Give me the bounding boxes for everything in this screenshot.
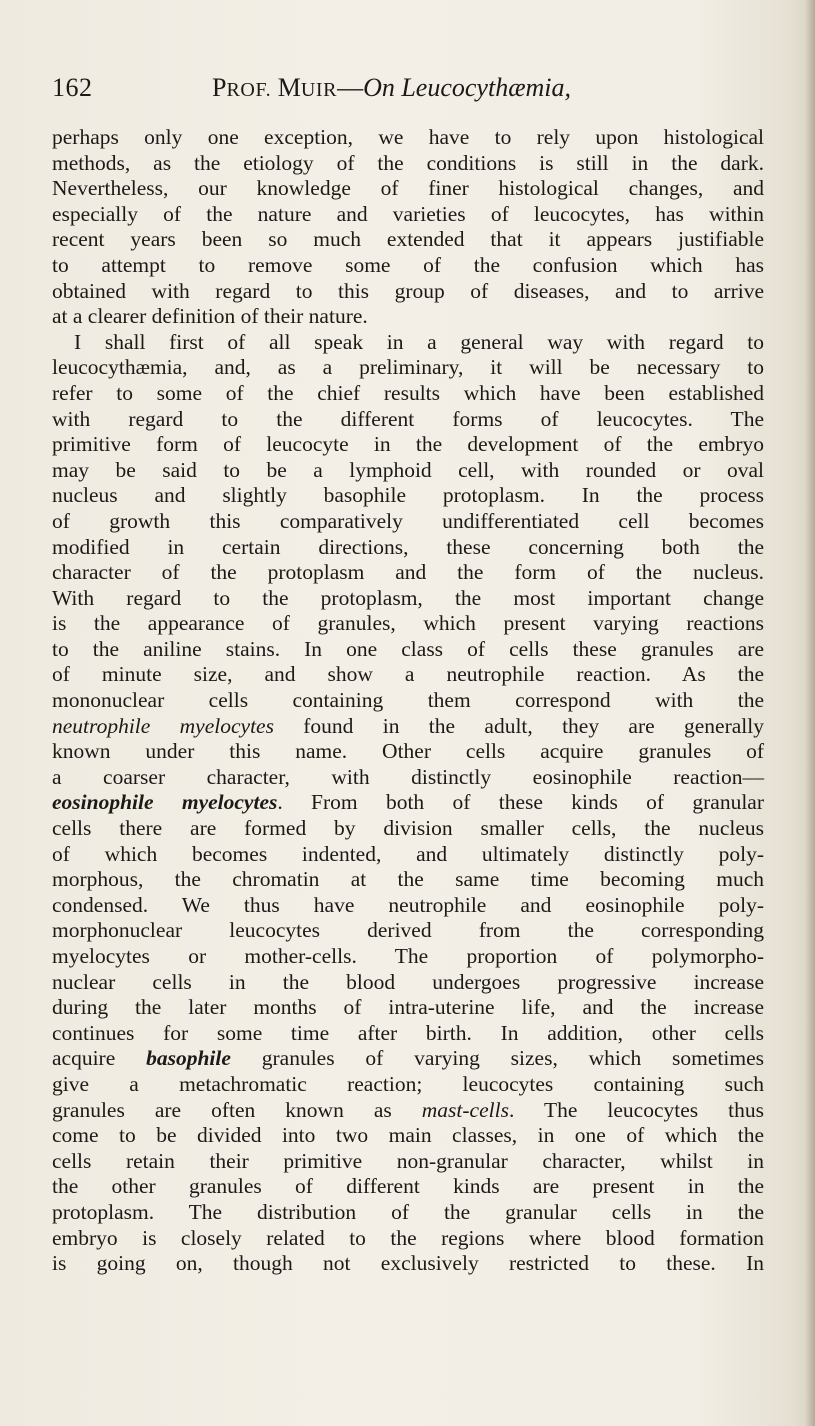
title-on: On (363, 73, 395, 102)
line-text: known under this name. Other cells acquire granules of (52, 739, 764, 764)
author-rest: UIR (300, 79, 338, 101)
emphasis-text: eosinophile myelocytes (52, 790, 278, 815)
author-initial: M (277, 73, 301, 102)
line-text: nucleus and slightly basophile protoplasm. In the process (52, 483, 764, 508)
text-line (52, 458, 764, 484)
author-prefix-initial: P (212, 73, 227, 102)
text-line (52, 227, 764, 253)
text-line (52, 918, 764, 944)
line-text: cells there are formed by division smaller cells, the nucleus (52, 816, 764, 841)
text-line (52, 1046, 764, 1072)
text-line (52, 304, 764, 330)
line-text: . From both of these kinds of granular (277, 790, 764, 815)
line-text: leucocythæmia, and, as a preliminary, it will be necessary to (52, 355, 764, 380)
line-text: . The leucocytes thus (508, 1097, 764, 1122)
text-line (52, 509, 764, 535)
line-text: to the aniline stains. In one class of cells these granules are (52, 636, 764, 661)
line-text: nuclear cells in the blood undergoes progressive increase (52, 969, 764, 994)
text-line (52, 535, 764, 561)
line-text: the other granules of different kinds are present in the (52, 1174, 764, 1199)
text-line (52, 560, 764, 586)
line-text: Nevertheless, our knowledge of finer histological changes, and (52, 176, 764, 201)
line-text: come to be divided into two main classes, in one of which the (52, 1123, 764, 1148)
line-text: character of the protoplasm and the form of the nucleus. (52, 560, 764, 585)
text-line (52, 1098, 764, 1124)
text-line (52, 1226, 764, 1252)
line-text: morphonuclear leucocytes derived from the corresponding (52, 918, 764, 943)
text-line (52, 842, 764, 868)
line-text: recent years been so much extended that it appears justifiable (52, 227, 764, 252)
text-line (52, 381, 764, 407)
line-text: embryo is closely related to the regions where blood formation (52, 1225, 764, 1250)
line-text: acquire (52, 1046, 147, 1071)
line-text: especially of the nature and varieties of leucocytes, has within (52, 201, 764, 226)
line-text: modified in certain directions, these concerning both the (52, 534, 764, 559)
line-text: with regard to the different forms of leucocytes. The (52, 406, 764, 431)
title-dash: — (337, 73, 364, 102)
text-line (52, 816, 764, 842)
text-line (52, 637, 764, 663)
text-line (52, 739, 764, 765)
text-line (52, 432, 764, 458)
text-line (52, 151, 764, 177)
line-text: of growth this comparatively undifferentiated cell becomes (52, 508, 764, 533)
emphasis-text: basophile (146, 1046, 231, 1071)
author-prefix-rest: ROF. (226, 79, 272, 101)
line-text: condensed. We thus have neutrophile and eosinophile poly- (52, 892, 764, 917)
text-line (52, 279, 764, 305)
text-line (52, 176, 764, 202)
text-line (52, 125, 764, 151)
text-line (52, 995, 764, 1021)
line-text: cells retain their primitive non-granular character, whilst in (52, 1148, 764, 1173)
line-text: methods, as the etiology of the conditions is still in the dark. (52, 150, 764, 175)
emphasis-text: neutrophile myelocytes (52, 713, 274, 738)
text-line (52, 483, 764, 509)
text-line (52, 662, 764, 688)
line-text: granules of varying sizes, which sometimes (230, 1046, 764, 1071)
line-text: perhaps only one exception, we have to rely upon histological (52, 125, 764, 149)
line-text: give a metachromatic reaction; leucocytes containing such (52, 1071, 764, 1096)
line-text: primitive form of leucocyte in the development of the embryo (52, 432, 764, 457)
line-text: continues for some time after birth. In addition, other cells (52, 1020, 764, 1045)
line-text: I shall first of all speak in a general way with regard to (74, 329, 764, 354)
text-line (52, 1123, 764, 1149)
line-text: found in the adult, they are generally (273, 713, 764, 738)
line-text: is going on, though not exclusively restricted to these. In (52, 1251, 764, 1276)
emphasis-text: mast-cells (421, 1097, 509, 1122)
text-line (52, 202, 764, 228)
text-line (52, 1021, 764, 1047)
text-line (52, 330, 764, 356)
line-text: obtained with regard to this group of diseases, and to arrive (52, 278, 764, 303)
text-line (52, 790, 764, 816)
text-line (52, 970, 764, 996)
page-edge-shadow (805, 0, 815, 1426)
line-text: myelocytes or mother-cells. The proportion of polymorpho- (52, 944, 764, 968)
line-text: is the appearance of granules, which present varying reactions (52, 611, 764, 636)
line-text: refer to some of the chief results which have been established (52, 380, 764, 405)
text-line (52, 1174, 764, 1200)
line-text: With regard to the protoplasm, the most important change (52, 585, 764, 610)
text-line (52, 1072, 764, 1098)
text-line (52, 1200, 764, 1226)
text-line (52, 586, 764, 612)
line-text: granules are often known as (52, 1097, 422, 1122)
line-text: morphous, the chromatin at the same time becoming much (52, 867, 764, 892)
line-text: during the later months of intra-uterine life, and the increase (52, 995, 764, 1020)
text-line (52, 765, 764, 791)
running-title (212, 73, 571, 103)
page-number: 162 (52, 73, 93, 102)
text-line (52, 1251, 764, 1277)
text-line (52, 355, 764, 381)
line-text: of which becomes indented, and ultimately distinctly poly- (52, 841, 764, 866)
text-line (52, 893, 764, 919)
text-line (52, 1149, 764, 1175)
line-text: at a clearer definition of their nature. (52, 304, 368, 329)
line-text: protoplasm. The distribution of the granular cells in the (52, 1199, 764, 1224)
text-line (52, 253, 764, 279)
line-text: of minute size, and show a neutrophile reaction. As the (52, 662, 764, 687)
text-line (52, 611, 764, 637)
text-line (52, 944, 764, 970)
text-line (52, 688, 764, 714)
line-text: mononuclear cells containing them correspond with the (52, 688, 764, 713)
text-line (52, 867, 764, 893)
text-line (52, 714, 764, 740)
running-header (52, 73, 764, 107)
title-subject: Leucocythæmia, (401, 73, 572, 102)
text-line (52, 407, 764, 433)
line-text: to attempt to remove some of the confusion which has (52, 252, 764, 277)
line-text: may be said to be a lymphoid cell, with rounded or oval (52, 457, 764, 482)
line-text: a coarser character, with distinctly eosinophile reaction— (52, 764, 764, 789)
body-text (52, 125, 764, 1277)
